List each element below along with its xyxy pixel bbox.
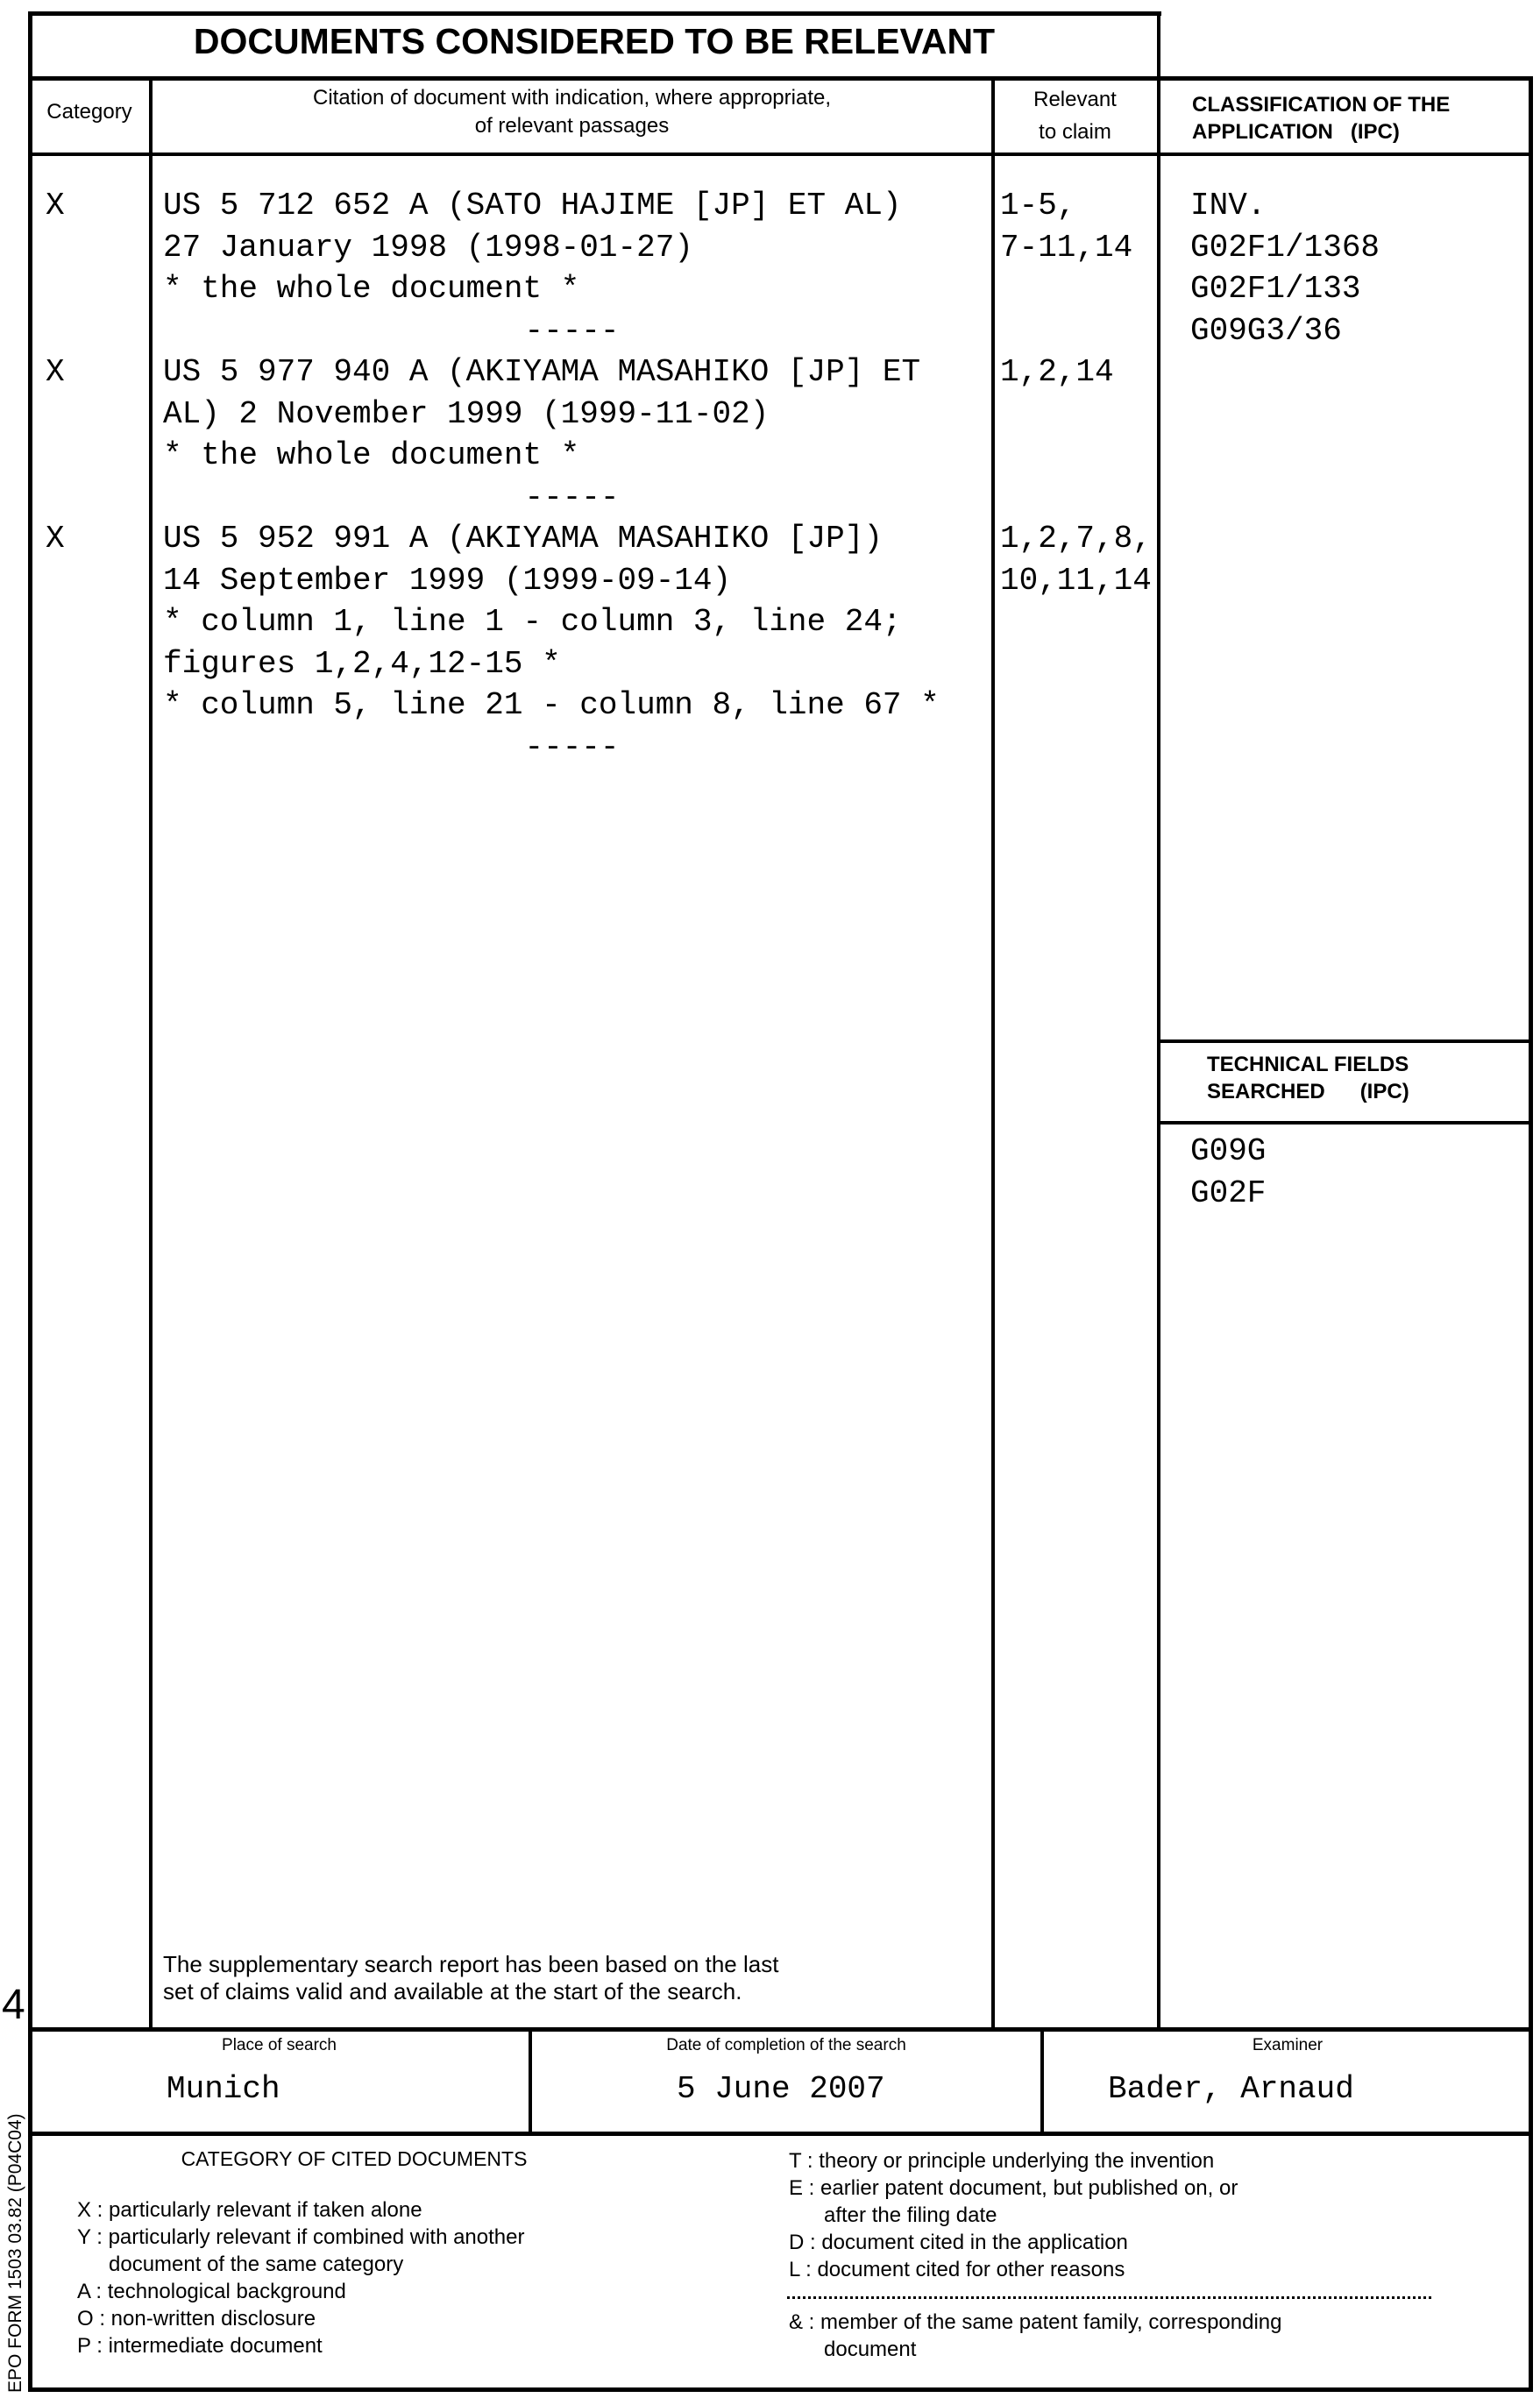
divider-relevant-classification: [1157, 11, 1160, 2031]
place-of-search-label: Place of search: [222, 2036, 337, 2054]
column-header-citation-line1: Citation of document with indication, where appropriate,: [313, 86, 831, 110]
classification-value-3: G02F1/133: [1190, 271, 1361, 307]
citation-1-separator: -----: [524, 313, 620, 349]
examiner-label: Examiner: [1252, 2036, 1324, 2054]
citation-3-claims-line-1: 1,2,7,8,: [1000, 521, 1152, 557]
legend-right-item-amp-cont: document: [824, 2338, 917, 2361]
supplementary-note-line2: set of claims valid and available at the start of the search.: [163, 1978, 742, 2004]
border-search-row-bottom: [28, 2132, 1533, 2136]
classification-value-4: G09G3/36: [1190, 313, 1342, 349]
border-bottom: [28, 2387, 1533, 2392]
divider-category-citation: [149, 76, 153, 2031]
border-body-bottom: [28, 2027, 1533, 2032]
column-header-citation-line2: of relevant passages: [474, 114, 670, 138]
technical-fields-label-line2: SEARCHED (IPC): [1207, 1080, 1409, 1103]
legend-right-item-t: T : theory or principle underlying the invention: [789, 2149, 1215, 2173]
citation-3-line-2: 14 September 1999 (1999-09-14): [163, 563, 732, 599]
citation-3-line-4: figures 1,2,4,12-15 *: [163, 646, 561, 682]
technical-fields-label-line1: TECHNICAL FIELDS: [1207, 1053, 1409, 1076]
citation-3-category: X: [46, 521, 65, 557]
legend-left-item-p: P : intermediate document: [77, 2334, 323, 2358]
citation-3-separator: -----: [524, 729, 620, 765]
technical-fields-value-2: G02F: [1190, 1175, 1267, 1211]
citation-3-claims-line-2: 10,11,14: [1000, 563, 1152, 599]
citation-2-line-2: AL) 2 November 1999 (1999-11-02): [163, 396, 770, 432]
date-of-completion-value: 5 June 2007: [677, 2071, 885, 2107]
classification-value-2: G02F1/1368: [1190, 230, 1380, 266]
legend-left-item-o: O : non-written disclosure: [77, 2307, 316, 2331]
report-title: DOCUMENTS CONSIDERED TO BE RELEVANT: [193, 21, 996, 61]
citation-1-line-2: 27 January 1998 (1998-01-27): [163, 230, 693, 266]
legend-left-item-x: X : particularly relevant if taken alone: [77, 2198, 422, 2222]
citation-1-claims-line-1: 1-5,: [1000, 188, 1076, 223]
border-technical-fields-bottom: [1157, 1121, 1533, 1125]
legend-left-item-y-cont: document of the same category: [109, 2253, 404, 2276]
classification-value-1: INV.: [1190, 188, 1267, 223]
citation-2-claims-line-1: 1,2,14: [1000, 354, 1114, 390]
citation-3-line-3: * column 1, line 1 - column 3, line 24;: [163, 604, 902, 640]
citation-2-category: X: [46, 354, 65, 390]
citation-1-category: X: [46, 188, 65, 223]
border-technical-fields-top: [1157, 1039, 1533, 1043]
column-header-relevant-line2: to claim: [1039, 120, 1111, 144]
legend-right-item-amp: & : member of the same patent family, corresponding: [789, 2310, 1282, 2334]
column-header-classification-line2: APPLICATION (IPC): [1192, 120, 1400, 144]
citation-3-line-5: * column 5, line 21 - column 8, line 67 *: [163, 687, 940, 723]
border-left: [28, 11, 32, 2392]
legend-title: CATEGORY OF CITED DOCUMENTS: [181, 2147, 528, 2170]
border-under-title: [28, 76, 1533, 81]
legend-right-item-e-cont: after the filing date: [824, 2203, 997, 2227]
legend-right-item-d: D : document cited in the application: [789, 2231, 1128, 2254]
legend-right-item-l: L : document cited for other reasons: [789, 2258, 1125, 2281]
divider-citation-relevant: [991, 76, 995, 2031]
citation-3-line-1: US 5 952 991 A (AKIYAMA MASAHIKO [JP]): [163, 521, 883, 557]
border-under-column-headers: [28, 153, 1533, 156]
column-header-relevant-line1: Relevant: [1033, 88, 1117, 111]
column-header-category: Category: [46, 100, 132, 124]
date-of-completion-label: Date of completion of the search: [666, 2036, 906, 2054]
examiner-value: Bader, Arnaud: [1108, 2071, 1354, 2107]
citation-1-line-3: * the whole document *: [163, 271, 580, 307]
place-of-search-value: Munich: [167, 2071, 280, 2107]
technical-fields-value-1: G09G: [1190, 1133, 1267, 1169]
form-id-vertical-text: EPO FORM 1503 03.82 (P04C04): [5, 2113, 25, 2393]
citation-1-line-1: US 5 712 652 A (SATO HAJIME [JP] ET AL): [163, 188, 902, 223]
column-header-classification-line1: CLASSIFICATION OF THE: [1192, 93, 1451, 117]
citation-2-line-1: US 5 977 940 A (AKIYAMA MASAHIKO [JP] ET: [163, 354, 921, 390]
citation-2-line-3: * the whole document *: [163, 437, 580, 473]
citation-1-claims-line-2: 7-11,14: [1000, 230, 1133, 266]
legend-dotted-separator: [787, 2296, 1431, 2299]
border-top: [28, 11, 1161, 16]
supplementary-note-line1: The supplementary search report has been based on the last: [163, 1951, 779, 1977]
legend-left-item-a: A : technological background: [77, 2280, 346, 2303]
legend-right-item-e: E : earlier patent document, but published on, or: [789, 2176, 1238, 2200]
citation-2-separator: -----: [524, 479, 620, 515]
page-number: 4: [2, 1982, 25, 2028]
legend-left-item-y: Y : particularly relevant if combined with another: [77, 2225, 525, 2249]
